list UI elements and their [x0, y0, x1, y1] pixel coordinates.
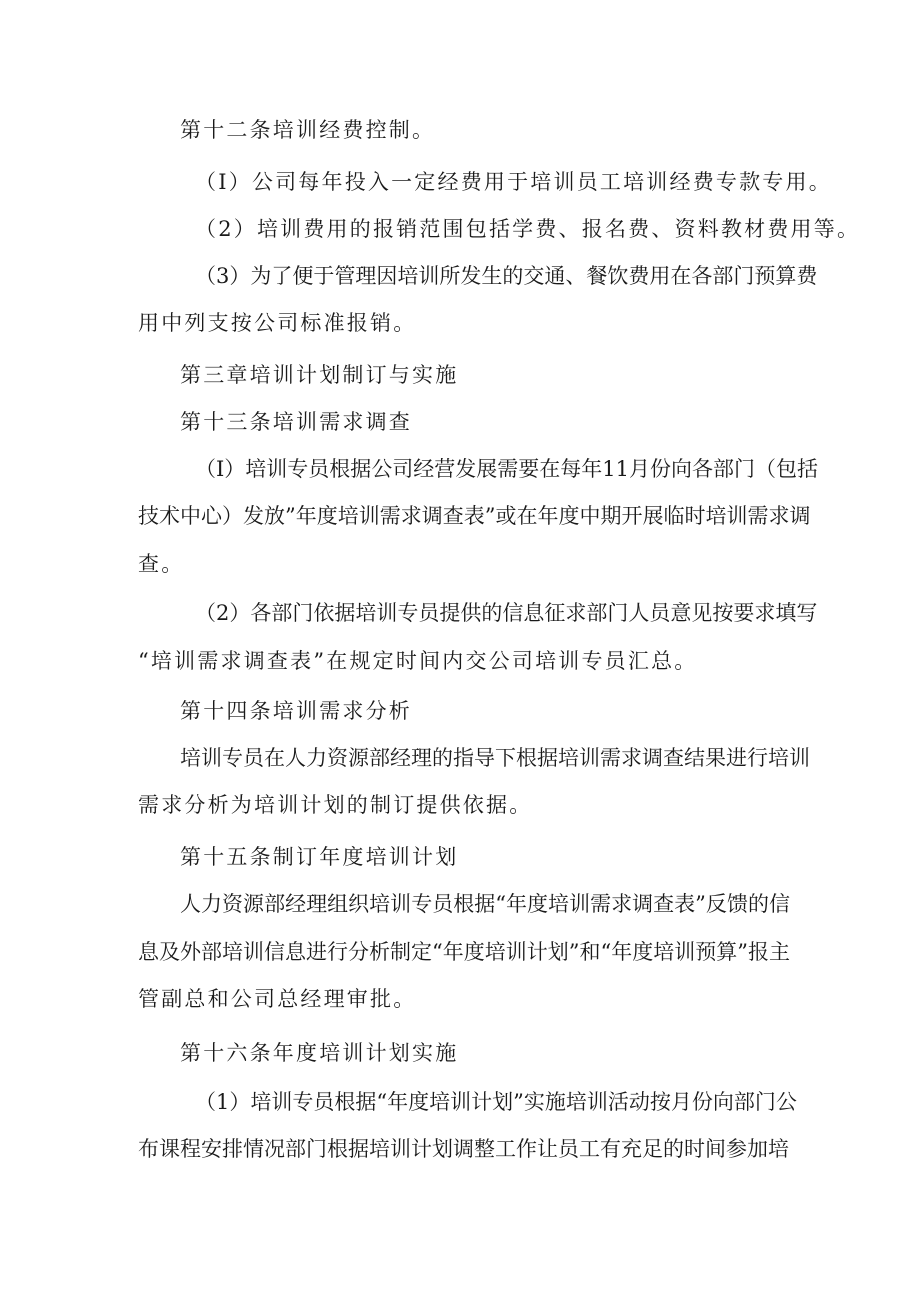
article-15-body-line-2: 息及外部培训信息进行分析制定“年度培训计划”和“年度培训预算”报主 — [138, 940, 790, 964]
article-14-body-line-1: 培训专员在人力资源部经理的指导下根据培训需求调查结果进行培训 — [180, 746, 810, 770]
chapter-3-heading: 第三章培训计划制订与实施 — [180, 363, 459, 387]
article-12-item-3-line-2: 用中列支按公司标准报销。 — [138, 311, 417, 335]
article-13-item-1-line-1: （I）培训专员根据公司经营发展需要在每年11月份向各部门（包括 — [195, 457, 819, 481]
article-14-heading: 第十四条培训需求分析 — [180, 699, 412, 723]
article-12-heading: 第十二条培训经费控制。 — [180, 118, 436, 142]
article-13-item-2-line-2: “培训需求调查表”在规定时间内交公司培训专员汇总。 — [138, 649, 698, 673]
article-15-body-line-3: 管副总和公司总经理审批。 — [138, 987, 417, 1011]
article-13-item-1-line-2: 技术中心）发放”年度培训需求调查表”或在年度中期开展临时培训需求调 — [138, 504, 811, 528]
article-12-item-3-line-1: （3）为了便于管理因培训所发生的交通、餐饮费用在各部门预算费 — [195, 264, 818, 288]
article-13-item-2-line-1: （2）各部门依据培训专员提供的信息征求部门人员意见按要求填写 — [195, 601, 818, 625]
article-15-heading: 第十五条制订年度培训计划 — [180, 845, 459, 869]
article-13-heading: 第十三条培训需求调查 — [180, 410, 412, 434]
article-16-item-1-line-2: 布课程安排情况部门根据培训计划调整工作让员工有充足的时间参加培 — [138, 1137, 789, 1161]
article-12-item-1: （I）公司每年投入一定经费用于培训员工培训经费专款专用。 — [195, 170, 832, 194]
article-14-body-line-2: 需求分析为培训计划的制订提供依据。 — [138, 793, 533, 817]
article-15-body-line-1: 人力资源部经理组织培训专员根据“年度培训需求调查表”反馈的信 — [180, 892, 790, 916]
article-16-heading: 第十六条年度培训计划实施 — [180, 1041, 459, 1065]
article-12-item-2: （2）培训费用的报销范围包括学费、报名费、资料教材费用等。 — [195, 217, 861, 241]
article-13-item-1-line-3: 查。 — [138, 552, 185, 576]
article-16-item-1-line-1: （1）培训专员根据“年度培训计划”实施培训活动按月份向部门公 — [195, 1090, 797, 1114]
